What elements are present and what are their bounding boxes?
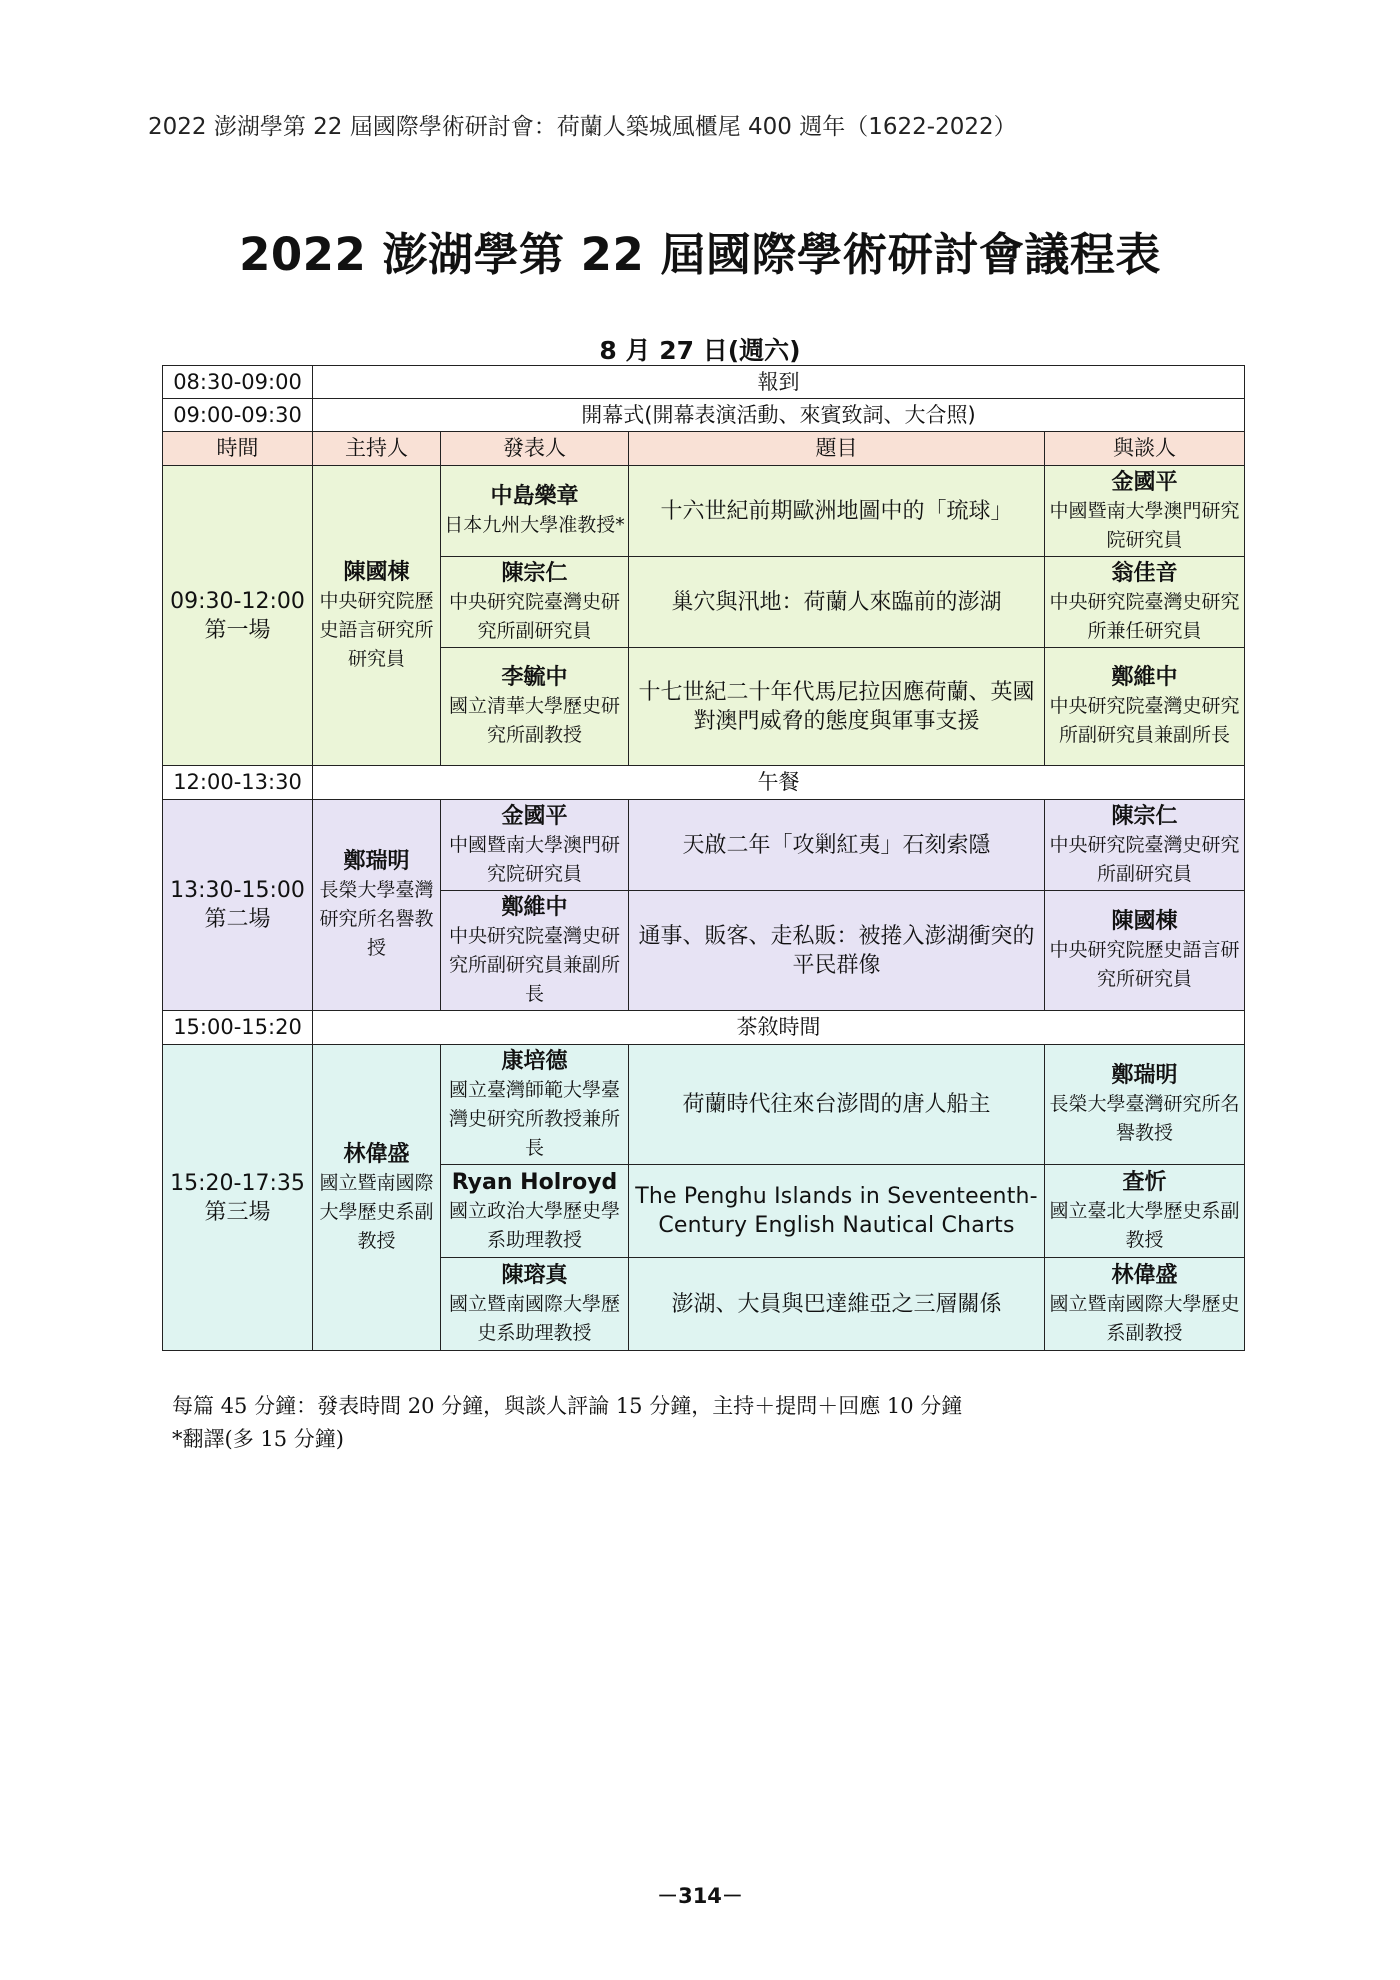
chair-cell xyxy=(313,800,441,1011)
presenter-name: 李毓中 xyxy=(501,665,568,690)
discussant-name: 鄭瑞明 xyxy=(1111,1063,1178,1088)
session-time-cell xyxy=(163,1045,313,1351)
event-cell: 報到 xyxy=(313,366,1245,399)
table-row xyxy=(163,1045,1245,1165)
session-label: 第二場 xyxy=(204,907,271,932)
discussant-name: 鄭維中 xyxy=(1111,665,1178,690)
session-time: 09:30-12:00 xyxy=(170,588,305,614)
time-cell: 08:30-09:00 xyxy=(163,366,313,399)
presenter-affiliation: 中央研究院臺灣史研究所副研究員兼副所長 xyxy=(448,924,620,1005)
discussant-cell xyxy=(1045,466,1245,557)
session-label: 第三場 xyxy=(204,1199,271,1225)
presenter-affiliation: 國立清華大學歷史研究所副教授 xyxy=(448,695,620,746)
chair-affiliation: 長榮大學臺灣研究所名譽教授 xyxy=(319,879,434,959)
session-time-cell xyxy=(163,466,313,766)
discussant-cell xyxy=(1045,1258,1245,1351)
discussant-cell xyxy=(1045,800,1245,891)
discussant-affiliation: 中國暨南大學澳門研究院研究員 xyxy=(1049,499,1240,551)
presenter-affiliation: 國立政治大學歷史學系助理教授 xyxy=(448,1199,620,1251)
presenter-name: 陳瑢真 xyxy=(501,1262,568,1288)
running-header: 2022 澎湖學第 22 屆國際學術研討會：荷蘭人築城風櫃尾 400 週年（1622-2022） xyxy=(148,114,1017,140)
page-number: －314－ xyxy=(657,1884,743,1908)
topic-cell: 天啟二年「攻剿紅夷」石刻索隱 xyxy=(629,800,1045,891)
presenter-name: 陳宗仁 xyxy=(501,560,568,586)
table-row xyxy=(163,766,1245,800)
timing-note: 每篇 45 分鐘：發表時間 20 分鐘，與談人評論 15 分鐘，主持＋提問＋回應 10 分鐘 xyxy=(172,1394,963,1418)
presenter-cell xyxy=(441,800,629,891)
column-header: 主持人 xyxy=(313,432,441,466)
presenter-affiliation: 日本九州大學准教授* xyxy=(444,514,625,536)
table-row xyxy=(163,399,1245,432)
footnotes xyxy=(172,1390,962,1456)
presenter-affiliation: 中國暨南大學澳門研究院研究員 xyxy=(448,833,620,885)
chair-cell xyxy=(313,466,441,766)
chair-name: 鄭瑞明 xyxy=(343,849,410,874)
chair-name: 林偉盛 xyxy=(343,1141,410,1167)
table-row xyxy=(163,800,1245,891)
presenter-cell xyxy=(441,1258,629,1351)
translation-note: *翻譯(多 15 分鐘) xyxy=(172,1427,344,1451)
discussant-cell xyxy=(1045,1165,1245,1258)
discussant-name: 陳國棟 xyxy=(1111,909,1178,934)
chair-affiliation: 中央研究院歷史語言研究所研究員 xyxy=(319,589,434,670)
topic-cell: 巢穴與汛地：荷蘭人來臨前的澎湖 xyxy=(629,557,1045,648)
discussant-cell xyxy=(1045,1045,1245,1165)
page-title: 2022 澎湖學第 22 屆國際學術研討會議程表 xyxy=(239,228,1161,281)
column-header: 時間 xyxy=(163,432,313,466)
presenter-name: 中島樂章 xyxy=(490,484,579,509)
session-label: 第一場 xyxy=(204,617,271,643)
table-row xyxy=(163,366,1245,399)
discussant-name: 林偉盛 xyxy=(1111,1262,1178,1288)
presenter-cell xyxy=(441,648,629,766)
chair-cell xyxy=(313,1045,441,1351)
discussant-name: 陳宗仁 xyxy=(1111,803,1178,829)
time-cell: 09:00-09:30 xyxy=(163,399,313,432)
event-cell: 開幕式(開幕表演活動、來賓致詞、大合照) xyxy=(313,399,1245,432)
event-cell: 午餐 xyxy=(313,766,1245,800)
discussant-affiliation: 中央研究院歷史語言研究所研究員 xyxy=(1049,939,1240,990)
discussant-cell xyxy=(1045,557,1245,648)
table-row xyxy=(163,1011,1245,1045)
time-cell: 12:00-13:30 xyxy=(163,766,313,800)
topic-cell: 十七世紀二十年代馬尼拉因應荷蘭、英國對澳門威脅的態度與軍事支援 xyxy=(629,648,1045,766)
presenter-cell xyxy=(441,1165,629,1258)
topic-cell: 通事、販客、走私販：被捲入澎湖衝突的平民群像 xyxy=(629,891,1045,1011)
discussant-cell xyxy=(1045,648,1245,766)
topic-cell: The Penghu Islands in Seventeenth-Century English Nautical Charts xyxy=(629,1165,1045,1258)
discussant-affiliation: 國立臺北大學歷史系副教授 xyxy=(1049,1199,1240,1251)
discussant-affiliation: 中央研究院臺灣史研究所副研究員兼副所長 xyxy=(1049,695,1240,746)
discussant-affiliation: 中央研究院臺灣史研究所兼任研究員 xyxy=(1049,590,1240,642)
presenter-affiliation: 國立暨南國際大學歷史系助理教授 xyxy=(448,1292,620,1344)
column-header: 發表人 xyxy=(441,432,629,466)
table-row xyxy=(163,466,1245,557)
topic-cell: 荷蘭時代往來台澎間的唐人船主 xyxy=(629,1045,1045,1165)
discussant-affiliation: 中央研究院臺灣史研究所副研究員 xyxy=(1049,833,1240,885)
topic-cell: 十六世紀前期歐洲地圖中的「琉球」 xyxy=(629,466,1045,557)
session-time: 15:20-17:35 xyxy=(170,1170,305,1196)
time-cell: 15:00-15:20 xyxy=(163,1011,313,1045)
presenter-cell xyxy=(441,466,629,557)
discussant-affiliation: 長榮大學臺灣研究所名譽教授 xyxy=(1049,1093,1240,1144)
presenter-cell xyxy=(441,557,629,648)
session-time: 13:30-15:00 xyxy=(170,878,305,903)
discussant-name: 查忻 xyxy=(1122,1169,1167,1195)
presenter-name: 康培德 xyxy=(501,1048,568,1074)
presenter-name: Ryan Holroyd xyxy=(451,1169,618,1195)
topic-cell: 澎湖、大員與巴達維亞之三層關係 xyxy=(629,1258,1045,1351)
discussant-name: 翁佳音 xyxy=(1111,560,1178,586)
column-header: 題目 xyxy=(629,432,1045,466)
agenda-table xyxy=(162,365,1245,1351)
presenter-cell xyxy=(441,1045,629,1165)
chair-affiliation: 國立暨南國際大學歷史系副教授 xyxy=(319,1171,434,1252)
chair-name: 陳國棟 xyxy=(343,559,410,585)
agenda-date: 8 月 27 日(週六) xyxy=(599,336,801,365)
presenter-name: 鄭維中 xyxy=(501,894,568,920)
event-cell: 茶敘時間 xyxy=(313,1011,1245,1045)
discussant-cell xyxy=(1045,891,1245,1011)
discussant-affiliation: 國立暨南國際大學歷史系副教授 xyxy=(1049,1292,1240,1344)
column-header-row xyxy=(163,432,1245,466)
discussant-name: 金國平 xyxy=(1111,469,1178,495)
presenter-affiliation: 中央研究院臺灣史研究所副研究員 xyxy=(448,590,620,642)
presenter-affiliation: 國立臺灣師範大學臺灣史研究所教授兼所長 xyxy=(448,1078,620,1159)
presenter-name: 金國平 xyxy=(501,803,568,829)
session-time-cell xyxy=(163,800,313,1011)
column-header: 與談人 xyxy=(1045,432,1245,466)
presenter-cell xyxy=(441,891,629,1011)
